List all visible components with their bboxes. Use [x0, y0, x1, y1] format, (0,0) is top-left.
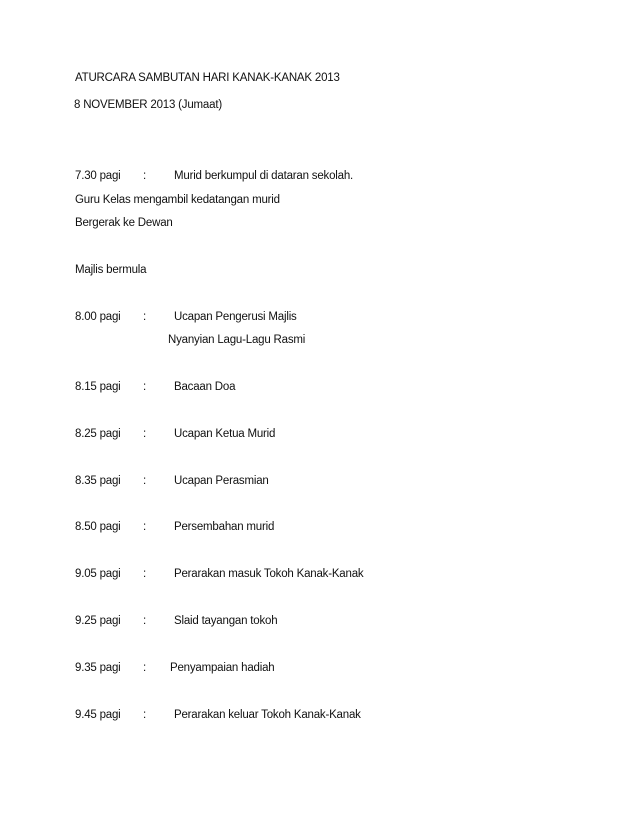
intro-line: Bergerak ke Dewan [75, 217, 173, 229]
entry-description: Persembahan murid [174, 521, 275, 533]
entry-description: Bacaan Doa [174, 381, 236, 393]
entry-description: Ucapan Pengerusi Majlis [174, 311, 297, 323]
schedule-item [0, 567, 638, 581]
entry-time: 8.50 pagi [75, 521, 121, 533]
entry-time: 9.25 pagi [75, 615, 121, 627]
entry-time: 9.35 pagi [75, 662, 121, 674]
entry-time: 8.25 pagi [75, 428, 121, 440]
entry-colon: : [143, 170, 146, 182]
entry-time: 8.15 pagi [75, 381, 121, 393]
schedule-item [0, 614, 638, 628]
entry-description: Slaid tayangan tokoh [174, 615, 278, 627]
entry-time: 9.05 pagi [75, 568, 121, 580]
entry-description: Murid berkumpul di dataran sekolah. [174, 170, 354, 182]
schedule-item [0, 708, 638, 722]
schedule-item [0, 474, 638, 488]
intro-line: Majlis bermula [75, 264, 147, 276]
schedule-item [0, 310, 638, 324]
document-title: ATURCARA SAMBUTAN HARI KANAK-KANAK 2013 [75, 72, 340, 84]
entry-colon: : [143, 615, 146, 627]
entry-colon: : [143, 709, 146, 721]
document-date: 8 NOVEMBER 2013 (Jumaat) [74, 99, 222, 111]
entry-colon: : [143, 662, 146, 674]
entry-colon: : [143, 521, 146, 533]
entry-colon: : [143, 381, 146, 393]
entry-time: 7.30 pagi [75, 170, 121, 182]
entry-time: 9.45 pagi [75, 709, 121, 721]
entry-description: Ucapan Ketua Murid [174, 428, 276, 440]
schedule-item [0, 427, 638, 441]
entry-extra: Nyanyian Lagu-Lagu Rasmi [168, 334, 306, 346]
schedule-item [0, 520, 638, 534]
entry-colon: : [143, 311, 146, 323]
schedule-item [0, 380, 638, 394]
entry-description: Ucapan Perasmian [174, 475, 269, 487]
entry-colon: : [143, 568, 146, 580]
entry-description: Perarakan keluar Tokoh Kanak-Kanak [174, 709, 361, 721]
intro-line: Guru Kelas mengambil kedatangan murid [75, 194, 280, 206]
entry-description: Perarakan masuk Tokoh Kanak-Kanak [174, 568, 364, 580]
entry-time: 8.35 pagi [75, 475, 121, 487]
entry-time: 8.00 pagi [75, 311, 121, 323]
entry-colon: : [143, 475, 146, 487]
entry-description: Penyampaian hadiah [170, 662, 275, 674]
entry-colon: : [143, 428, 146, 440]
schedule-item [0, 661, 638, 675]
